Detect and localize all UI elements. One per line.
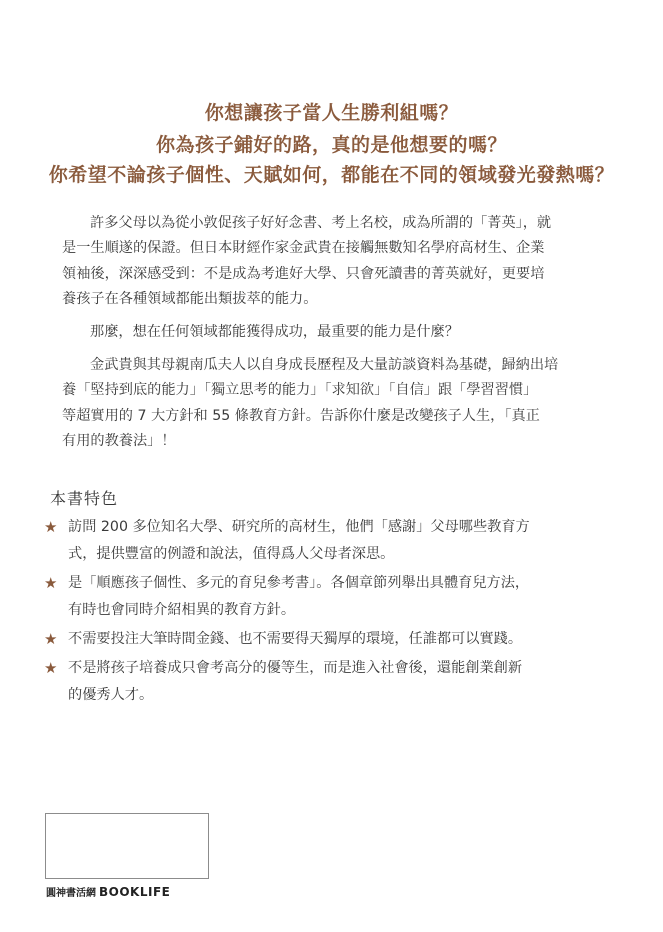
headline-2: 你為孩子鋪好的路，真的是他想要的嗎？ [155,134,507,156]
feature-line: 不需要投注大筆時間金錢、也不需要得天獨厚的環境，任誰都可以實踐。 [68,631,523,647]
method-paragraph [62,353,559,455]
headline-1: 你想讓孩子當人生勝利組嗎？ [204,102,459,124]
feature-line: 不是將孩子培養成只會考高分的優等生，而是進入社會後，還能創業創新 [68,660,523,676]
paragraph-line: 那麼，想在任何領域都能獲得成功，最重要的能力是什麼？ [90,324,459,340]
feature-line: 訪問 200 多位知名大學、研究所的高材生，他們「感謝」父母哪些教育方 [68,519,530,535]
paragraph-line: 是一生順遂的保證。但日本財經作家金武貴在接觸無數知名學府高材生、企業 [62,240,545,257]
star-icon: ★ [44,659,58,677]
star-icon: ★ [44,574,58,592]
feature-item [44,570,564,624]
features-section-title: 本書特色 [50,489,119,508]
feature-line: 有時也會同時介紹相異的教育方針。 [68,602,296,618]
paragraph-line: 養「堅持到底的能力」「獨立思考的能力」「求知欲」「自信」跟「學習習慣」 [62,382,538,399]
question-paragraph [62,320,546,345]
paragraph-line: 金武貴與其母親南瓜夫人以自身成長歷程及大量訪談資料為基礎，歸納出培 [90,357,559,373]
publisher-brand: BOOKLIFE [99,885,171,899]
paragraph-line: 有用的教養法」！ [62,433,176,450]
features-list [44,514,564,711]
paragraph-line: 許多父母以為從小敦促孩子好好念書、考上名校，成為所謂的「菁英」，就 [90,215,552,231]
paragraph-line: 領袖後，深深感受到：不是成為考進好大學、只會死讀書的菁英就好，更要培 [62,265,545,282]
star-icon: ★ [44,518,58,536]
feature-line: 的優秀人才。 [68,687,154,703]
headline-3: 你希望不論孩子個性、天賦如何，都能在不同的領域發光發熱嗎？ [48,164,615,186]
feature-item [44,514,564,568]
feature-line: 是「順應孩子個性、多元的育兒參考書」。各個章節列舉出具體育兒方法， [68,575,530,591]
feature-line: 式，提供豐富的例證和說法，值得爲人父母者深思。 [68,546,395,562]
barcode-placeholder-box [45,813,209,879]
star-icon: ★ [44,630,58,648]
feature-item [44,626,564,653]
intro-paragraph [62,211,552,313]
paragraph-line: 等超實用的 7 大方針和 55 條教育方針。告訴你什麼是改變孩子人生，「真正 [62,407,540,424]
paragraph-line: 養孩子在各種領域都能出類拔萃的能力。 [62,291,318,308]
publisher-logo [46,884,170,899]
feature-item [44,655,564,709]
publisher-name: 圓神書活網 [46,888,96,899]
